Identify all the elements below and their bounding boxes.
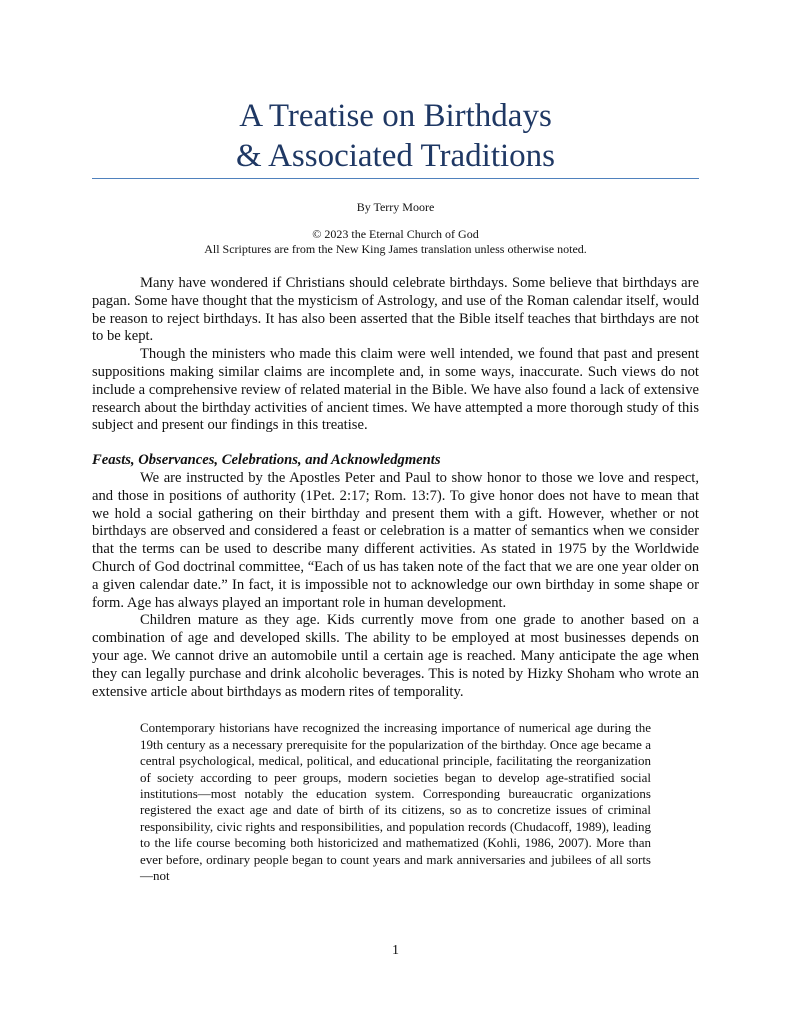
- scripture-note: All Scriptures are from the New King James translation unless otherwise noted.: [204, 242, 587, 256]
- block-quote: Contemporary historians have recognized the increasing importance of numerical age during the 19th century as a necessary prerequisite for the popularization of the birthday. Once age became a central psychological, medical, political, and educational principle, facilitating the reorganization of society according to peer groups, modern societies began to develop age-stratified social institutions—most notably the education system. Corresponding bureaucratic organizations registered the exact age and date of birth of its citizens, so as to concretize issues of criminal responsibility, civic rights and responsibilities, and population records (Chudacoff, 1989), leading to the life course becoming both historicized and mathematized (Kohli, 1986, 2007). More than ever before, ordinary people began to count years and mark anniversaries and jubilees of all sorts—not: [140, 720, 651, 883]
- body-paragraph: We are instructed by the Apostles Peter and Paul to show honor to those we love and respect, and those in positions of authority (1Pet. 2:17; Rom. 13:7). To give honor does not have to mean that we hold a social gathering on their birthday and present them with a gift. However, whether or not birthdays are observed and considered a feast or celebration is a matter of semantics when we consider that the terms can be used to describe many different activities. As stated in 1975 by the Worldwide Church of God doctrinal committee, “Each of us has taken note of the fact that we are one year older on a given calendar date.” In fact, it is impossible not to acknowledge our own birthday in some shape or form. Age has always played an important role in human development.: [92, 469, 699, 611]
- body-paragraph: Though the ministers who made this claim were well intended, we found that past and present suppositions making similar claims are incomplete and, in some ways, inaccurate. Such views do not include a comprehensive review of related material in the Bible. We have also found a lack of extensive research about the birthday activities of ancient times. We have attempted a more thorough study of this subject and present our findings in this treatise.: [92, 346, 699, 434]
- document-body: [92, 275, 699, 884]
- title-line-2: & Associated Traditions: [235, 138, 556, 174]
- copyright-block: [92, 227, 699, 257]
- page-number: 1: [392, 943, 399, 958]
- document-title: [92, 96, 699, 176]
- title-line-1: A Treatise on Birthdays: [239, 98, 552, 134]
- copyright-line: © 2023 the Eternal Church of God: [312, 227, 479, 241]
- body-paragraph: Children mature as they age. Kids currently move from one grade to another based on a combination of age and developed skills. The ability to be employed at most businesses depends on your age. We cannot drive an automobile until a certain age is reached. Many anticipate the age when they can legally purchase and drink alcoholic beverages. This is noted by Hizky Shoham who wrote an extensive article about birthdays as modern rites of temporality.: [92, 612, 699, 700]
- body-paragraph: Many have wondered if Christians should celebrate birthdays. Some believe that birthdays are pagan. Some have thought that the mysticism of Astrology, and use of the Roman calendar itself, would be reason to reject birthdays. It has also been asserted that the Bible itself teaches that birthdays are not to be kept.: [92, 275, 699, 345]
- author-byline: By Terry Moore: [356, 200, 435, 214]
- section-heading: Feasts, Observances, Celebrations, and Acknowledgments: [92, 452, 441, 469]
- title-divider: [92, 178, 699, 179]
